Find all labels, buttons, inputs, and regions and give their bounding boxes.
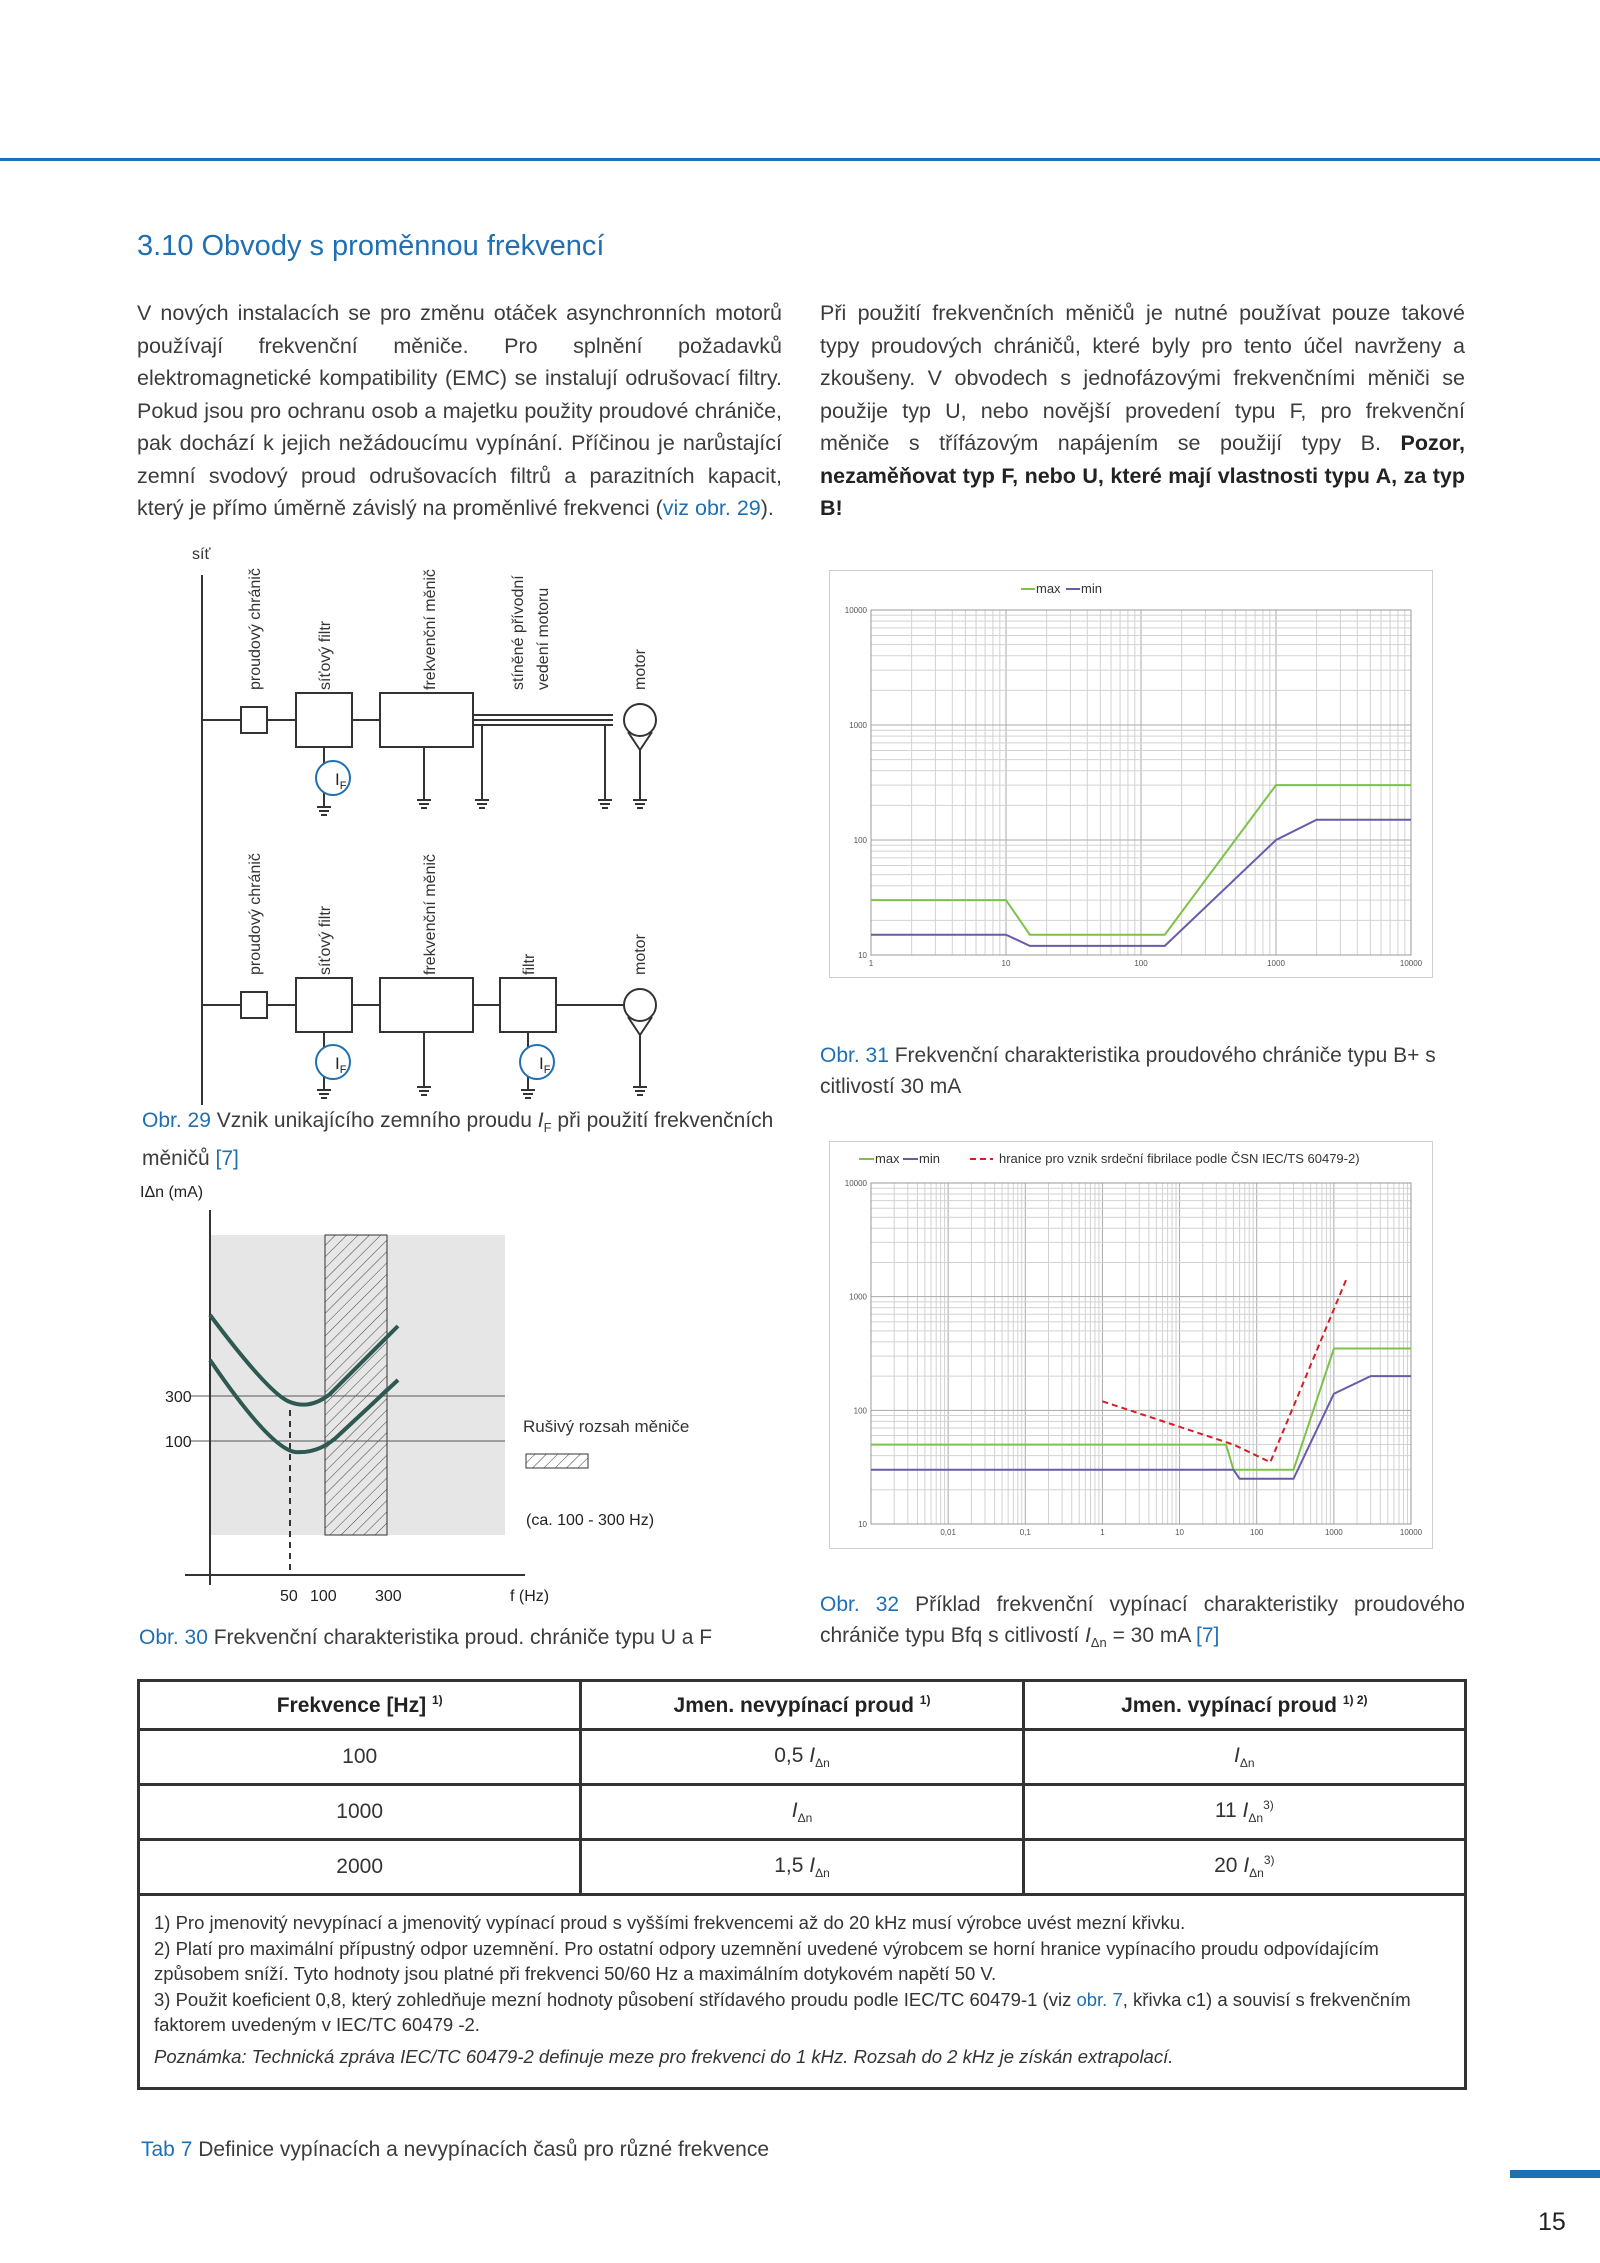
fig32-caption: Obr. 32 Příklad frekvenční vypínací charakteristiky proudového chrániče typu Bfq s citlivostí $I_{\Delta n} = 30$ mA [7] (820, 1593, 1465, 1651)
fig30-xtick-50: 50 (280, 1588, 298, 1605)
fig30-legend-title: Rušivý rozsah měniče (523, 1417, 690, 1436)
y-tick-label: 10000 (844, 1179, 867, 1188)
cell-frequency: 1000 (139, 1785, 581, 1840)
cell-trip: 20 $I_{\Delta n}^{3)}$ (1023, 1840, 1465, 1895)
fig29-link[interactable]: viz obr. 29 (662, 496, 761, 520)
right-paragraph-text: Při použití frekvenčních měničů je nutné používat pouze takové typy proudových chráničů, které byly pro tento účel navrženy a zkoušeny. V obvodech s jednofázovými frekvenčními měniči se použije typ U, nebo novější provedení typu F, pro frekvenční měniče s třífázovým napájením se použijí typy B. (820, 301, 1465, 455)
fig31-frame (830, 571, 1433, 978)
x-tick-label: 1 (1100, 1528, 1105, 1537)
note-2: 2) Platí pro maximální přípustný odpor uzemnění. Pro ostatní odpory uzemnění uvedené výrobcem se horní hranice vypínacího proudu odpovídajícím způsobem sníží. Tyto hodnoty jsou platné při frekvenci 50/60 Hz a maximálním dotykovém napětí 50 V. (154, 1937, 1379, 1984)
frequency-table (137, 1679, 1467, 2090)
note-1: 1) Pro jmenovitý nevypínací a jmenovitý vypínací proud s vyššími frekvencemi až do 20 kHz musí výrobce uvést mezní křivku. (154, 1912, 1186, 1933)
header-nontrip: Jmen. nevypínací proud $^{1)}$ (581, 1681, 1023, 1730)
cell-nontrip: 0,5 $I_{\Delta n}$ (581, 1730, 1023, 1785)
fig30-xtick-100: 100 (310, 1588, 337, 1605)
fig30-legend-swatch (526, 1454, 588, 1468)
fig29-ref-link[interactable]: [7] (215, 1147, 239, 1171)
cell-nontrip: 1,5 $I_{\Delta n}$ (581, 1840, 1023, 1895)
label-filter-bottom: síťový filtr (317, 905, 334, 975)
table-caption: Tab 7 Definice vypínacích a nevypínacích časů pro různé frekvence (141, 2138, 770, 2161)
fig30-xlabel: f (Hz) (510, 1588, 550, 1605)
intro-paragraph-right (820, 297, 1465, 525)
fig29-caption: Obr. 29 Vznik unikajícího zemního proudu $I_F$ při použití frekvenčních měničů [7] (142, 1109, 774, 1171)
table-row (139, 1840, 1466, 1895)
label-motor-top: motor (632, 649, 649, 690)
table-remark: Poznámka: Technická zpráva IEC/TC 60479-2 definuje meze pro frekvenci do 1 kHz. Rozsah do 2 kHz je získán extrapolací. (154, 2045, 1174, 2067)
label-motor-bottom: motor (632, 934, 649, 975)
y-tick-label: 100 (853, 1406, 867, 1416)
table-notes-row (139, 1895, 1466, 2089)
label-sit: síť (192, 546, 211, 563)
fig31-chart (829, 570, 1433, 978)
y-tick-label: 10 (858, 1520, 867, 1529)
label-rcd-bottom: proudový chránič (247, 853, 264, 975)
x-tick-label: 10000 (1399, 959, 1423, 968)
table-row (139, 1730, 1466, 1785)
x-tick-label: 1000 (1267, 959, 1285, 968)
x-tick-label: 100 (1250, 1528, 1264, 1537)
fig32-legend-max: max (875, 1151, 900, 1166)
fig31-legend-max: max (1036, 581, 1061, 596)
label-converter-top: frekvenční měnič (422, 569, 439, 690)
y-tick-label: 100 (853, 836, 867, 845)
fig31-caption: Obr. 31 Frekvenční charakteristika proudového chrániče typu B+ s citlivostí 30 mA (820, 1044, 1436, 1098)
x-tick-label: 10000 (1399, 1528, 1423, 1537)
x-tick-label: 0,01 (940, 1528, 956, 1537)
section-heading: 3.10 Obvody s proměnnou frekvencí (137, 230, 605, 262)
header-frequency: Frekvence [Hz] $^{1)}$ (139, 1681, 581, 1730)
current-label: $I_F$ (539, 1054, 551, 1076)
x-tick-label: 0,1 (1019, 1528, 1031, 1537)
label-converter-bottom: frekvenční měnič (422, 854, 439, 975)
x-tick-label: 1000 (1324, 1528, 1343, 1537)
fig30-chart (130, 1180, 700, 1610)
fig32-chart (829, 1141, 1433, 1549)
note-3: 3) Použit koeficient 0,8, který zohledňuje mezní hodnoty působení střídavého proudu podle IEC/TC 60479-1 (viz obr. 7, křivka c1) a souvisí s frekvenčním faktorem uvedeným v IEC/TC 60479 -2. (154, 1988, 1411, 2035)
cell-nontrip: $I_{\Delta n}$ (581, 1785, 1023, 1840)
fig29-circuit-diagram (130, 535, 690, 1105)
current-label: $I_F$ (335, 770, 347, 792)
cell-frequency: 100 (139, 1730, 581, 1785)
fig31-legend-min: min (1081, 581, 1102, 596)
warning-text: Pozor, nezaměňovat typ F, nebo U, které mají vlastnosti typu A, za typ B! (820, 431, 1466, 520)
label-extra-filter: filtr (521, 953, 538, 975)
intro-paragraph-left (137, 297, 782, 525)
fig32-frame (830, 1142, 1433, 1549)
table-notes (139, 1895, 1466, 2089)
table-row (139, 1785, 1466, 1840)
cell-trip: 11 $I_{\Delta n}^{3)}$ (1023, 1785, 1465, 1840)
cell-frequency: 2000 (139, 1840, 581, 1895)
y-tick-label: 10 (858, 951, 867, 960)
y-tick-label: 10000 (844, 606, 867, 615)
x-tick-label: 100 (1134, 959, 1148, 968)
fig30-ytick-300: 300 (165, 1389, 192, 1406)
cell-trip: $I_{\Delta n}$ (1023, 1730, 1465, 1785)
fig30-ytick-100: 100 (165, 1434, 192, 1451)
page-number-bar (1510, 2170, 1600, 2178)
fig30-xtick-300: 300 (375, 1588, 402, 1605)
left-paragraph-text: V nových instalacích se pro změnu otáček asynchronních motorů používají frekvenční měniče. Pro splnění požadavků elektromagnetické kompatibility (EMC) se instalují odrušovací filtry. Pokud jsou pro ochranu osob a majetku použity proudové chrániče, pak dochází k jejich nežádoucímu vypínání. Příčinou je narůstající zemní svodový proud odrušovacích filtrů a parazitních kapacit, který je přímo úměrně závislý na proměnlivé frekvenci ( (137, 301, 782, 520)
fig30-caption: Obr. 30 Frekvenční charakteristika proud. chrániče typu U a F (139, 1626, 713, 1649)
fig32-ref-link[interactable]: [7] (1196, 1624, 1220, 1647)
label-rcd-top: proudový chránič (247, 568, 264, 690)
fig30-ylabel: IΔn (mA) (140, 1184, 204, 1201)
label-cable-top-2: vedení motoru (535, 587, 552, 690)
current-label: $I_F$ (335, 1054, 347, 1076)
fig30-interference-band (325, 1235, 387, 1535)
x-tick-label: 1 (868, 959, 874, 968)
x-tick-label: 10 (1001, 959, 1011, 968)
table-header-row (139, 1681, 1466, 1730)
x-tick-label: 10 (1175, 1528, 1185, 1537)
fig30-legend-range: (ca. 100 - 300 Hz) (526, 1512, 655, 1529)
left-paragraph-tail: ). (760, 496, 774, 520)
fig32-legend-min: min (919, 1151, 940, 1166)
header-trip: Jmen. vypínací proud $^{1) 2)}$ (1023, 1681, 1465, 1730)
label-filter-top: síťový filtr (317, 620, 334, 690)
page-number: 15 (1538, 2208, 1566, 2236)
y-tick-label: 1000 (849, 1292, 867, 1302)
y-tick-label: 1000 (849, 721, 867, 730)
fig32-legend-limit: hranice pro vznik srdeční fibrilace podle ČSN IEC/TS 60479-2) (999, 1151, 1360, 1166)
fig7-link[interactable]: obr. 7 (1076, 1988, 1123, 2010)
header-rule (0, 158, 1600, 161)
label-cable-top: stíněné přívodní (510, 575, 527, 690)
